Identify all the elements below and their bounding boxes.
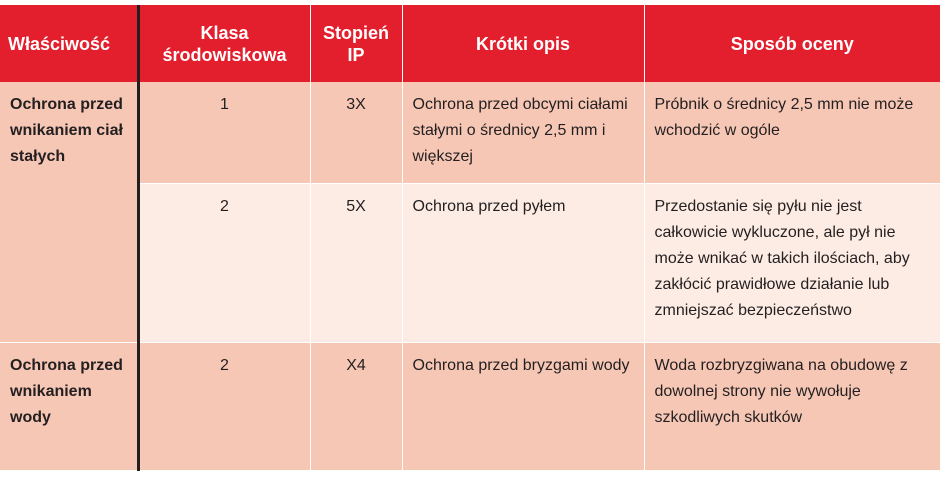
header-stopien-ip: Stopień IP (310, 5, 402, 82)
property-cell-solids: Ochrona przed wnikaniem ciał stałych (0, 82, 138, 343)
opis-cell: Ochrona przed bryzgami wody (402, 343, 644, 471)
header-sposob-oceny: Sposób oceny (644, 5, 940, 82)
header-krotki-opis: Krótki opis (402, 5, 644, 82)
ip-cell: X4 (310, 343, 402, 471)
ocena-cell: Próbnik o średnicy 2,5 mm nie może wchodzić w ogóle (644, 82, 940, 184)
ocena-cell: Woda rozbryzgiwana na obudowę z dowolnej strony nie wywołuje szkodliwych skutków (644, 343, 940, 471)
header-klasa-srodowiskowa: Klasa środowiskowa (138, 5, 310, 82)
table-row (0, 343, 940, 471)
header-wlasciwosc: Właściwość (0, 5, 138, 82)
opis-cell: Ochrona przed pyłem (402, 184, 644, 343)
property-cell-water: Ochrona przed wnikaniem wody (0, 343, 138, 471)
table-row (0, 184, 940, 343)
klasa-cell: 1 (138, 82, 310, 184)
ip-cell: 5X (310, 184, 402, 343)
klasa-cell: 2 (138, 343, 310, 471)
table-row (0, 82, 940, 184)
ip-protection-table (0, 5, 940, 471)
ip-cell: 3X (310, 82, 402, 184)
ocena-cell: Przedostanie się pyłu nie jest całkowicie wykluczone, ale pył nie może wnikać w takich ilościach, aby zakłócić prawidłowe działanie lub zmniejszać bezpieczeństwo (644, 184, 940, 343)
table-header-row (0, 5, 940, 82)
opis-cell: Ochrona przed obcymi ciałami stałymi o średnicy 2,5 mm i większej (402, 82, 644, 184)
klasa-cell: 2 (138, 184, 310, 343)
